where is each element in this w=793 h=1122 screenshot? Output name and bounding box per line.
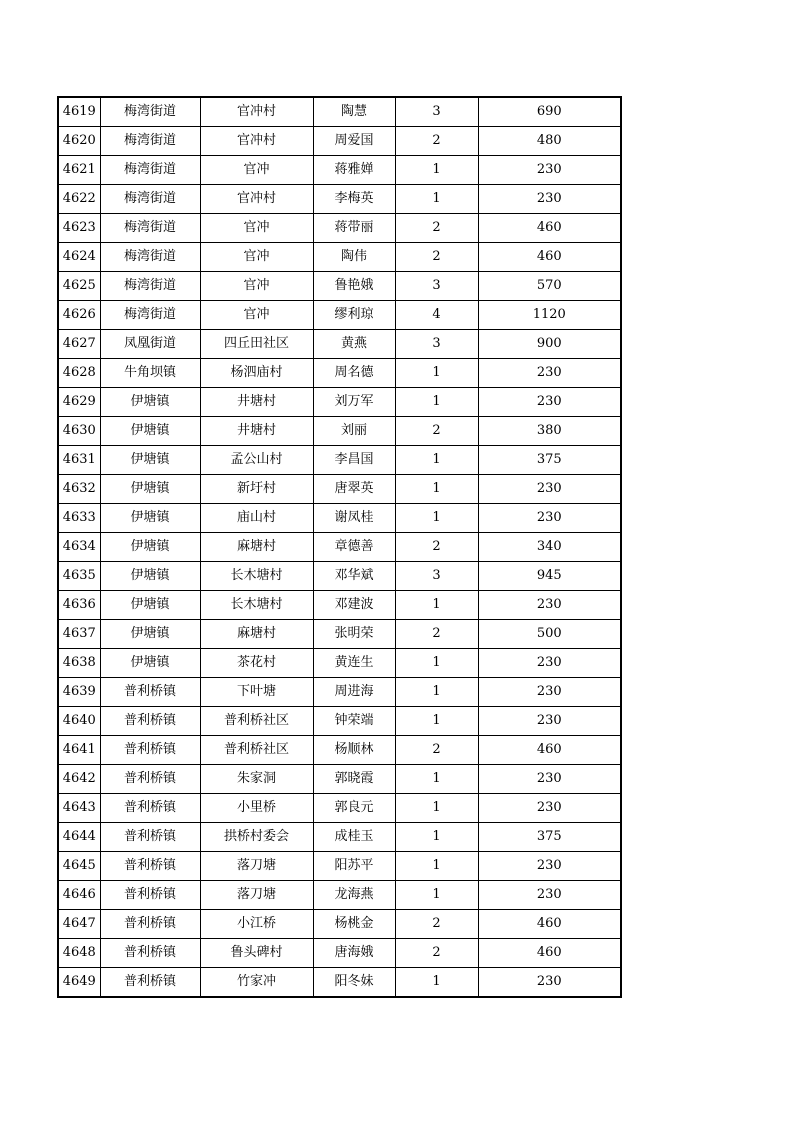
town-cell: 梅湾街道 [100, 127, 200, 156]
village-cell: 落刀塘 [200, 852, 313, 881]
count-cell: 2 [395, 533, 478, 562]
row-id-cell: 4625 [58, 272, 100, 301]
count-cell: 1 [395, 968, 478, 998]
count-cell: 2 [395, 910, 478, 939]
name-cell: 钟荣端 [313, 707, 395, 736]
town-cell: 普利桥镇 [100, 736, 200, 765]
amount-cell: 230 [478, 765, 621, 794]
row-id-cell: 4627 [58, 330, 100, 359]
village-cell: 官冲 [200, 156, 313, 185]
village-cell: 普利桥社区 [200, 707, 313, 736]
data-table [57, 96, 622, 998]
count-cell: 1 [395, 156, 478, 185]
town-cell: 普利桥镇 [100, 765, 200, 794]
amount-cell: 230 [478, 591, 621, 620]
table-row [58, 185, 621, 214]
town-cell: 凤凰街道 [100, 330, 200, 359]
table-row [58, 127, 621, 156]
row-id-cell: 4645 [58, 852, 100, 881]
table-row [58, 678, 621, 707]
table-row [58, 765, 621, 794]
row-id-cell: 4643 [58, 794, 100, 823]
count-cell: 1 [395, 678, 478, 707]
count-cell: 1 [395, 504, 478, 533]
name-cell: 黄燕 [313, 330, 395, 359]
village-cell: 下叶塘 [200, 678, 313, 707]
name-cell: 邓华斌 [313, 562, 395, 591]
name-cell: 张明荣 [313, 620, 395, 649]
row-id-cell: 4634 [58, 533, 100, 562]
row-id-cell: 4638 [58, 649, 100, 678]
amount-cell: 460 [478, 939, 621, 968]
table-row [58, 852, 621, 881]
village-cell: 孟公山村 [200, 446, 313, 475]
village-cell: 长木塘村 [200, 591, 313, 620]
village-cell: 四丘田社区 [200, 330, 313, 359]
count-cell: 1 [395, 359, 478, 388]
amount-cell: 900 [478, 330, 621, 359]
table-row [58, 968, 621, 998]
table-row [58, 881, 621, 910]
town-cell: 普利桥镇 [100, 910, 200, 939]
row-id-cell: 4648 [58, 939, 100, 968]
row-id-cell: 4624 [58, 243, 100, 272]
count-cell: 2 [395, 939, 478, 968]
table-row [58, 504, 621, 533]
town-cell: 普利桥镇 [100, 678, 200, 707]
amount-cell: 230 [478, 678, 621, 707]
amount-cell: 500 [478, 620, 621, 649]
amount-cell: 230 [478, 504, 621, 533]
name-cell: 龙海燕 [313, 881, 395, 910]
table-row [58, 272, 621, 301]
village-cell: 普利桥社区 [200, 736, 313, 765]
town-cell: 普利桥镇 [100, 968, 200, 998]
village-cell: 朱家洞 [200, 765, 313, 794]
amount-cell: 460 [478, 243, 621, 272]
name-cell: 黄连生 [313, 649, 395, 678]
row-id-cell: 4635 [58, 562, 100, 591]
name-cell: 谢凤桂 [313, 504, 395, 533]
village-cell: 麻塘村 [200, 620, 313, 649]
town-cell: 普利桥镇 [100, 794, 200, 823]
amount-cell: 375 [478, 823, 621, 852]
name-cell: 周名德 [313, 359, 395, 388]
count-cell: 1 [395, 765, 478, 794]
row-id-cell: 4620 [58, 127, 100, 156]
row-id-cell: 4640 [58, 707, 100, 736]
table-row [58, 446, 621, 475]
amount-cell: 230 [478, 649, 621, 678]
village-cell: 官冲 [200, 272, 313, 301]
amount-cell: 230 [478, 707, 621, 736]
row-id-cell: 4630 [58, 417, 100, 446]
town-cell: 普利桥镇 [100, 852, 200, 881]
amount-cell: 230 [478, 881, 621, 910]
count-cell: 2 [395, 620, 478, 649]
village-cell: 官冲村 [200, 185, 313, 214]
count-cell: 1 [395, 388, 478, 417]
row-id-cell: 4623 [58, 214, 100, 243]
row-id-cell: 4626 [58, 301, 100, 330]
town-cell: 普利桥镇 [100, 823, 200, 852]
table-row [58, 156, 621, 185]
name-cell: 阳冬妹 [313, 968, 395, 998]
name-cell: 周进海 [313, 678, 395, 707]
village-cell: 井塘村 [200, 388, 313, 417]
village-cell: 官冲 [200, 301, 313, 330]
town-cell: 伊塘镇 [100, 417, 200, 446]
count-cell: 2 [395, 243, 478, 272]
table-row [58, 417, 621, 446]
village-cell: 井塘村 [200, 417, 313, 446]
table-row [58, 939, 621, 968]
amount-cell: 380 [478, 417, 621, 446]
row-id-cell: 4636 [58, 591, 100, 620]
town-cell: 梅湾街道 [100, 301, 200, 330]
name-cell: 杨桃金 [313, 910, 395, 939]
village-cell: 庙山村 [200, 504, 313, 533]
table-row [58, 533, 621, 562]
town-cell: 牛角坝镇 [100, 359, 200, 388]
row-id-cell: 4639 [58, 678, 100, 707]
town-cell: 伊塘镇 [100, 649, 200, 678]
name-cell: 蒋雅婵 [313, 156, 395, 185]
name-cell: 成桂玉 [313, 823, 395, 852]
name-cell: 阳苏平 [313, 852, 395, 881]
village-cell: 官冲村 [200, 97, 313, 127]
row-id-cell: 4644 [58, 823, 100, 852]
village-cell: 麻塘村 [200, 533, 313, 562]
row-id-cell: 4631 [58, 446, 100, 475]
town-cell: 普利桥镇 [100, 881, 200, 910]
count-cell: 2 [395, 736, 478, 765]
count-cell: 1 [395, 475, 478, 504]
village-cell: 官冲村 [200, 127, 313, 156]
table-row [58, 736, 621, 765]
village-cell: 小江桥 [200, 910, 313, 939]
table-row [58, 591, 621, 620]
town-cell: 伊塘镇 [100, 562, 200, 591]
name-cell: 李昌国 [313, 446, 395, 475]
table-row [58, 620, 621, 649]
name-cell: 蒋带丽 [313, 214, 395, 243]
amount-cell: 570 [478, 272, 621, 301]
amount-cell: 230 [478, 852, 621, 881]
table-body [58, 97, 621, 997]
village-cell: 竹家冲 [200, 968, 313, 998]
table-row [58, 388, 621, 417]
row-id-cell: 4637 [58, 620, 100, 649]
town-cell: 普利桥镇 [100, 707, 200, 736]
name-cell: 郭良元 [313, 794, 395, 823]
count-cell: 4 [395, 301, 478, 330]
row-id-cell: 4629 [58, 388, 100, 417]
town-cell: 伊塘镇 [100, 446, 200, 475]
count-cell: 3 [395, 330, 478, 359]
row-id-cell: 4647 [58, 910, 100, 939]
count-cell: 2 [395, 127, 478, 156]
name-cell: 郭晓霞 [313, 765, 395, 794]
row-id-cell: 4641 [58, 736, 100, 765]
amount-cell: 230 [478, 388, 621, 417]
row-id-cell: 4632 [58, 475, 100, 504]
name-cell: 鲁艳娥 [313, 272, 395, 301]
count-cell: 1 [395, 881, 478, 910]
table-row [58, 301, 621, 330]
name-cell: 缪利琼 [313, 301, 395, 330]
table-row [58, 910, 621, 939]
name-cell: 陶慧 [313, 97, 395, 127]
village-cell: 官冲 [200, 214, 313, 243]
village-cell: 鲁头碑村 [200, 939, 313, 968]
town-cell: 伊塘镇 [100, 533, 200, 562]
table-row [58, 649, 621, 678]
table-row [58, 794, 621, 823]
name-cell: 周爱国 [313, 127, 395, 156]
row-id-cell: 4622 [58, 185, 100, 214]
amount-cell: 230 [478, 156, 621, 185]
town-cell: 伊塘镇 [100, 475, 200, 504]
count-cell: 3 [395, 272, 478, 301]
village-cell: 落刀塘 [200, 881, 313, 910]
count-cell: 1 [395, 446, 478, 475]
amount-cell: 460 [478, 910, 621, 939]
name-cell: 陶伟 [313, 243, 395, 272]
town-cell: 伊塘镇 [100, 388, 200, 417]
count-cell: 1 [395, 794, 478, 823]
count-cell: 1 [395, 185, 478, 214]
name-cell: 章德善 [313, 533, 395, 562]
amount-cell: 230 [478, 475, 621, 504]
count-cell: 1 [395, 852, 478, 881]
data-table-container [57, 96, 622, 998]
row-id-cell: 4646 [58, 881, 100, 910]
town-cell: 梅湾街道 [100, 185, 200, 214]
village-cell: 拱桥村委会 [200, 823, 313, 852]
town-cell: 梅湾街道 [100, 97, 200, 127]
count-cell: 1 [395, 649, 478, 678]
name-cell: 李梅英 [313, 185, 395, 214]
table-row [58, 243, 621, 272]
amount-cell: 340 [478, 533, 621, 562]
row-id-cell: 4628 [58, 359, 100, 388]
village-cell: 小里桥 [200, 794, 313, 823]
town-cell: 梅湾街道 [100, 272, 200, 301]
table-row [58, 359, 621, 388]
count-cell: 3 [395, 562, 478, 591]
count-cell: 1 [395, 591, 478, 620]
table-row [58, 562, 621, 591]
count-cell: 1 [395, 823, 478, 852]
town-cell: 伊塘镇 [100, 504, 200, 533]
row-id-cell: 4642 [58, 765, 100, 794]
town-cell: 伊塘镇 [100, 620, 200, 649]
amount-cell: 690 [478, 97, 621, 127]
amount-cell: 480 [478, 127, 621, 156]
village-cell: 长木塘村 [200, 562, 313, 591]
amount-cell: 460 [478, 214, 621, 243]
village-cell: 杨泗庙村 [200, 359, 313, 388]
amount-cell: 460 [478, 736, 621, 765]
village-cell: 茶花村 [200, 649, 313, 678]
name-cell: 刘丽 [313, 417, 395, 446]
amount-cell: 230 [478, 968, 621, 998]
amount-cell: 230 [478, 185, 621, 214]
table-row [58, 823, 621, 852]
count-cell: 2 [395, 214, 478, 243]
village-cell: 官冲 [200, 243, 313, 272]
table-row [58, 214, 621, 243]
town-cell: 普利桥镇 [100, 939, 200, 968]
name-cell: 杨顺林 [313, 736, 395, 765]
count-cell: 3 [395, 97, 478, 127]
amount-cell: 375 [478, 446, 621, 475]
name-cell: 邓建波 [313, 591, 395, 620]
row-id-cell: 4619 [58, 97, 100, 127]
village-cell: 新圩村 [200, 475, 313, 504]
town-cell: 梅湾街道 [100, 243, 200, 272]
name-cell: 刘万军 [313, 388, 395, 417]
town-cell: 伊塘镇 [100, 591, 200, 620]
row-id-cell: 4633 [58, 504, 100, 533]
name-cell: 唐翠英 [313, 475, 395, 504]
amount-cell: 1120 [478, 301, 621, 330]
row-id-cell: 4621 [58, 156, 100, 185]
town-cell: 梅湾街道 [100, 156, 200, 185]
table-row [58, 707, 621, 736]
name-cell: 唐海娥 [313, 939, 395, 968]
amount-cell: 230 [478, 359, 621, 388]
amount-cell: 945 [478, 562, 621, 591]
row-id-cell: 4649 [58, 968, 100, 998]
table-row [58, 97, 621, 127]
amount-cell: 230 [478, 794, 621, 823]
town-cell: 梅湾街道 [100, 214, 200, 243]
table-row [58, 330, 621, 359]
count-cell: 1 [395, 707, 478, 736]
count-cell: 2 [395, 417, 478, 446]
table-row [58, 475, 621, 504]
